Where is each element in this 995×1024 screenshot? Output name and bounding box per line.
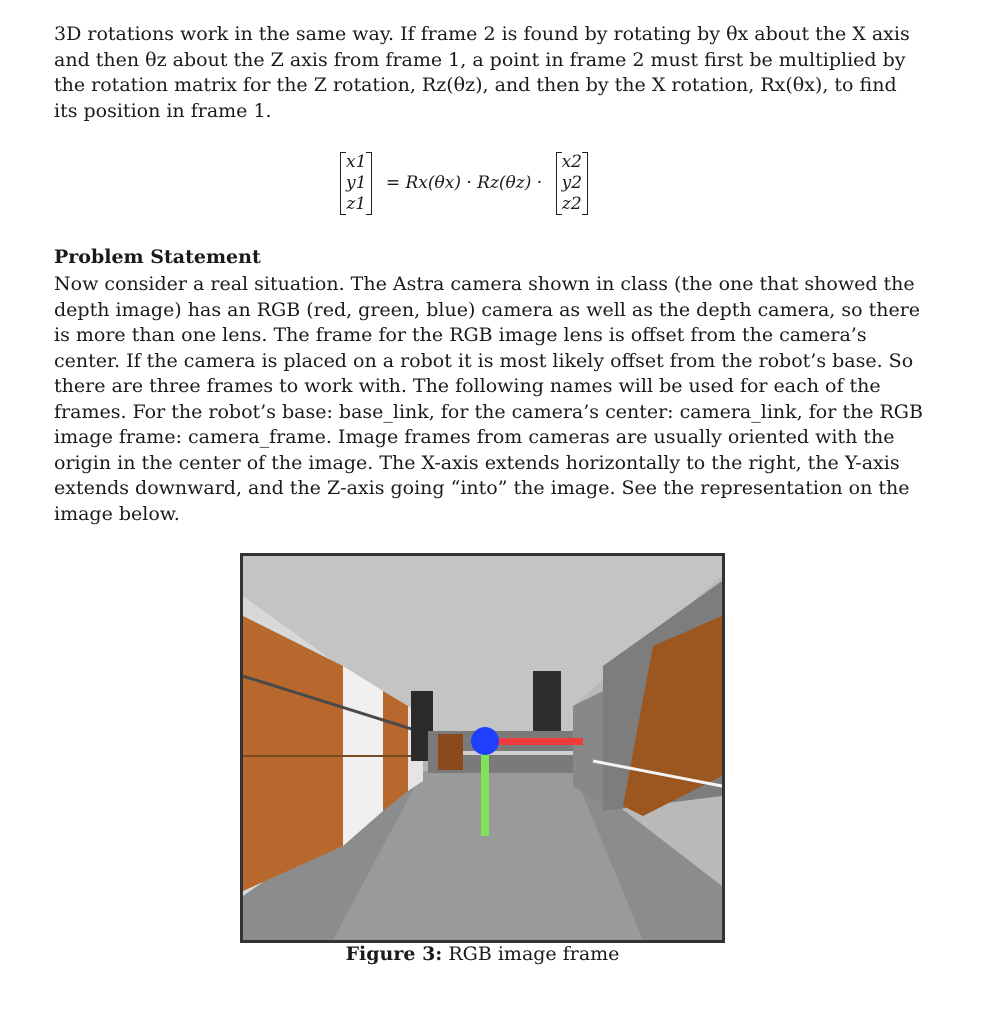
corridor-scene — [243, 556, 722, 940]
problem-statement-heading: Problem Statement — [54, 246, 261, 268]
right-vector — [556, 152, 588, 215]
right-vector-z: z2 — [561, 193, 582, 214]
intro-paragraph: 3D rotations work in the same way. If frame 2 is found by rotating by θx about the X axis and then θz about the Z axis from frame 1, a point in frame 2 must first be multiplied by the rotation matrix for the Z rotation, Rz(θz), and then by the X rotation, Rx(θx), to find its position in frame 1. — [54, 23, 910, 122]
left-vector-x: x1 — [346, 151, 367, 172]
left-vector — [340, 152, 372, 215]
origin-marker — [471, 727, 499, 755]
far-wall-panel — [438, 734, 463, 770]
figure-caption-text: RGB image frame — [442, 943, 620, 965]
rotation-equation — [340, 148, 588, 218]
right-vector-x: x2 — [561, 151, 582, 172]
right-vector-y: y2 — [561, 172, 583, 193]
right-wall-panel-2 — [573, 691, 603, 806]
figure-caption — [240, 943, 725, 965]
figure-caption-label: Figure 3: — [345, 943, 443, 965]
left-vector-z: z1 — [346, 193, 367, 214]
equation-rhs: = Rx(θx) · Rz(θz) · — [380, 173, 548, 193]
problem-paragraph: Now consider a real situation. The Astra camera shown in class (the one that showed the depth image) has an RGB (red, green, blue) camera as well as the depth camera, so there is more than one lens. The frame for the RGB image lens is offset from the camera’s center. If the camera is placed on a robot it is most likely offset from the robot’s base. So there are three frames to work with. The following names will be used for each of the frames. For the robot’s base: base_link, for the camera’s center: camera_link, for the RGB image frame: camera_frame. Image frames from cameras are usually oriented with the origin in the center of the image. The X-axis extends horizontally to the right, the Y-axis extends downward, and the Z-axis going “into” the image. See the representation on the image below. — [54, 273, 923, 525]
left-vector-y: y1 — [346, 172, 367, 193]
y-axis-arrow — [481, 741, 489, 836]
left-wall-panel-2 — [383, 691, 408, 811]
rgb-image-figure — [240, 553, 725, 943]
